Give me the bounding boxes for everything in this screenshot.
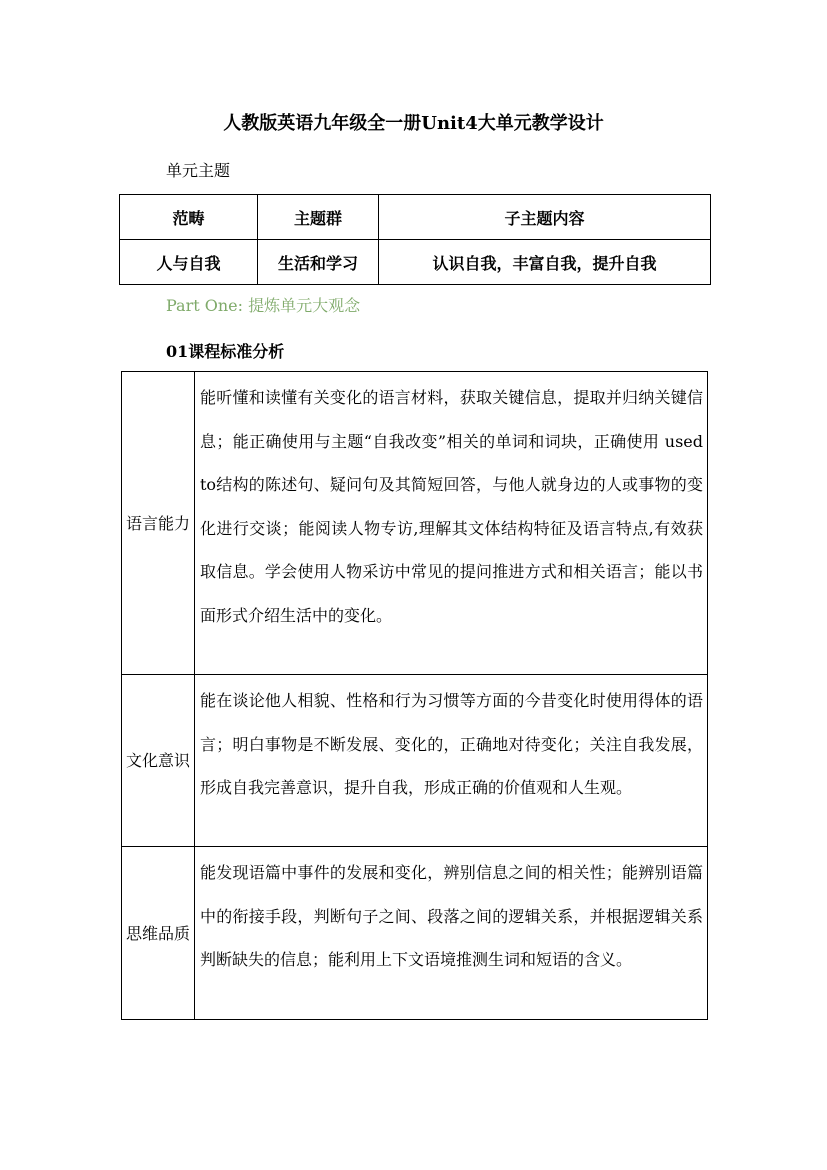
header-theme-group: 主题群 [258,195,379,240]
standard-content: 能发现语篇中事件的发展和变化，辨别信息之间的相关性；能辨别语篇中的衔接手段，判断句子之间、段落之间的逻辑关系，并根据逻辑关系判断缺失的信息；能利用上下文语境推测生词和短语的含义。 [195,847,708,1020]
curriculum-standards-table [121,371,708,1020]
table-row [120,240,711,285]
standard-category: 语言能力 [122,372,195,675]
cell-subtheme: 认识自我，丰富自我，提升自我 [379,240,711,285]
standard-content: 能听懂和读懂有关变化的语言材料，获取关键信息，提取并归纳关键信息；能正确使用与主题“自我改变”相关的单词和词块，正确使用 used to结构的陈述句、疑问句及其简短回答，与他人就身边的人或事物的变化进行交谈；能阅读人物专访,理解其文体结构特征及语言特点,有效获取信息。学会使用人物采访中常见的提问推进方式和相关语言；能以书面形式介绍生活中的变化。 [195,372,708,675]
standard-category: 思维品质 [122,847,195,1020]
curriculum-analysis-heading: 01课程标准分析 [166,342,285,361]
part-one-heading: Part One: 提炼单元大观念 [166,296,361,315]
header-category: 范畴 [120,195,258,240]
table-header-row [120,195,711,240]
unit-theme-table [119,194,711,285]
header-subtheme: 子主题内容 [379,195,711,240]
unit-theme-label: 单元主题 [166,161,231,180]
page-title: 人教版英语九年级全一册Unit4大单元教学设计 [223,113,604,134]
standard-category: 文化意识 [122,675,195,847]
standard-row-thinking [122,847,708,1020]
standard-row-language [122,372,708,675]
standard-row-culture [122,675,708,847]
cell-category: 人与自我 [120,240,258,285]
cell-theme-group: 生活和学习 [258,240,379,285]
standard-content: 能在谈论他人相貌、性格和行为习惯等方面的今昔变化时使用得体的语言；明白事物是不断发展、变化的，正确地对待变化；关注自我发展，形成自我完善意识，提升自我，形成正确的价值观和人生观。 [195,675,708,847]
